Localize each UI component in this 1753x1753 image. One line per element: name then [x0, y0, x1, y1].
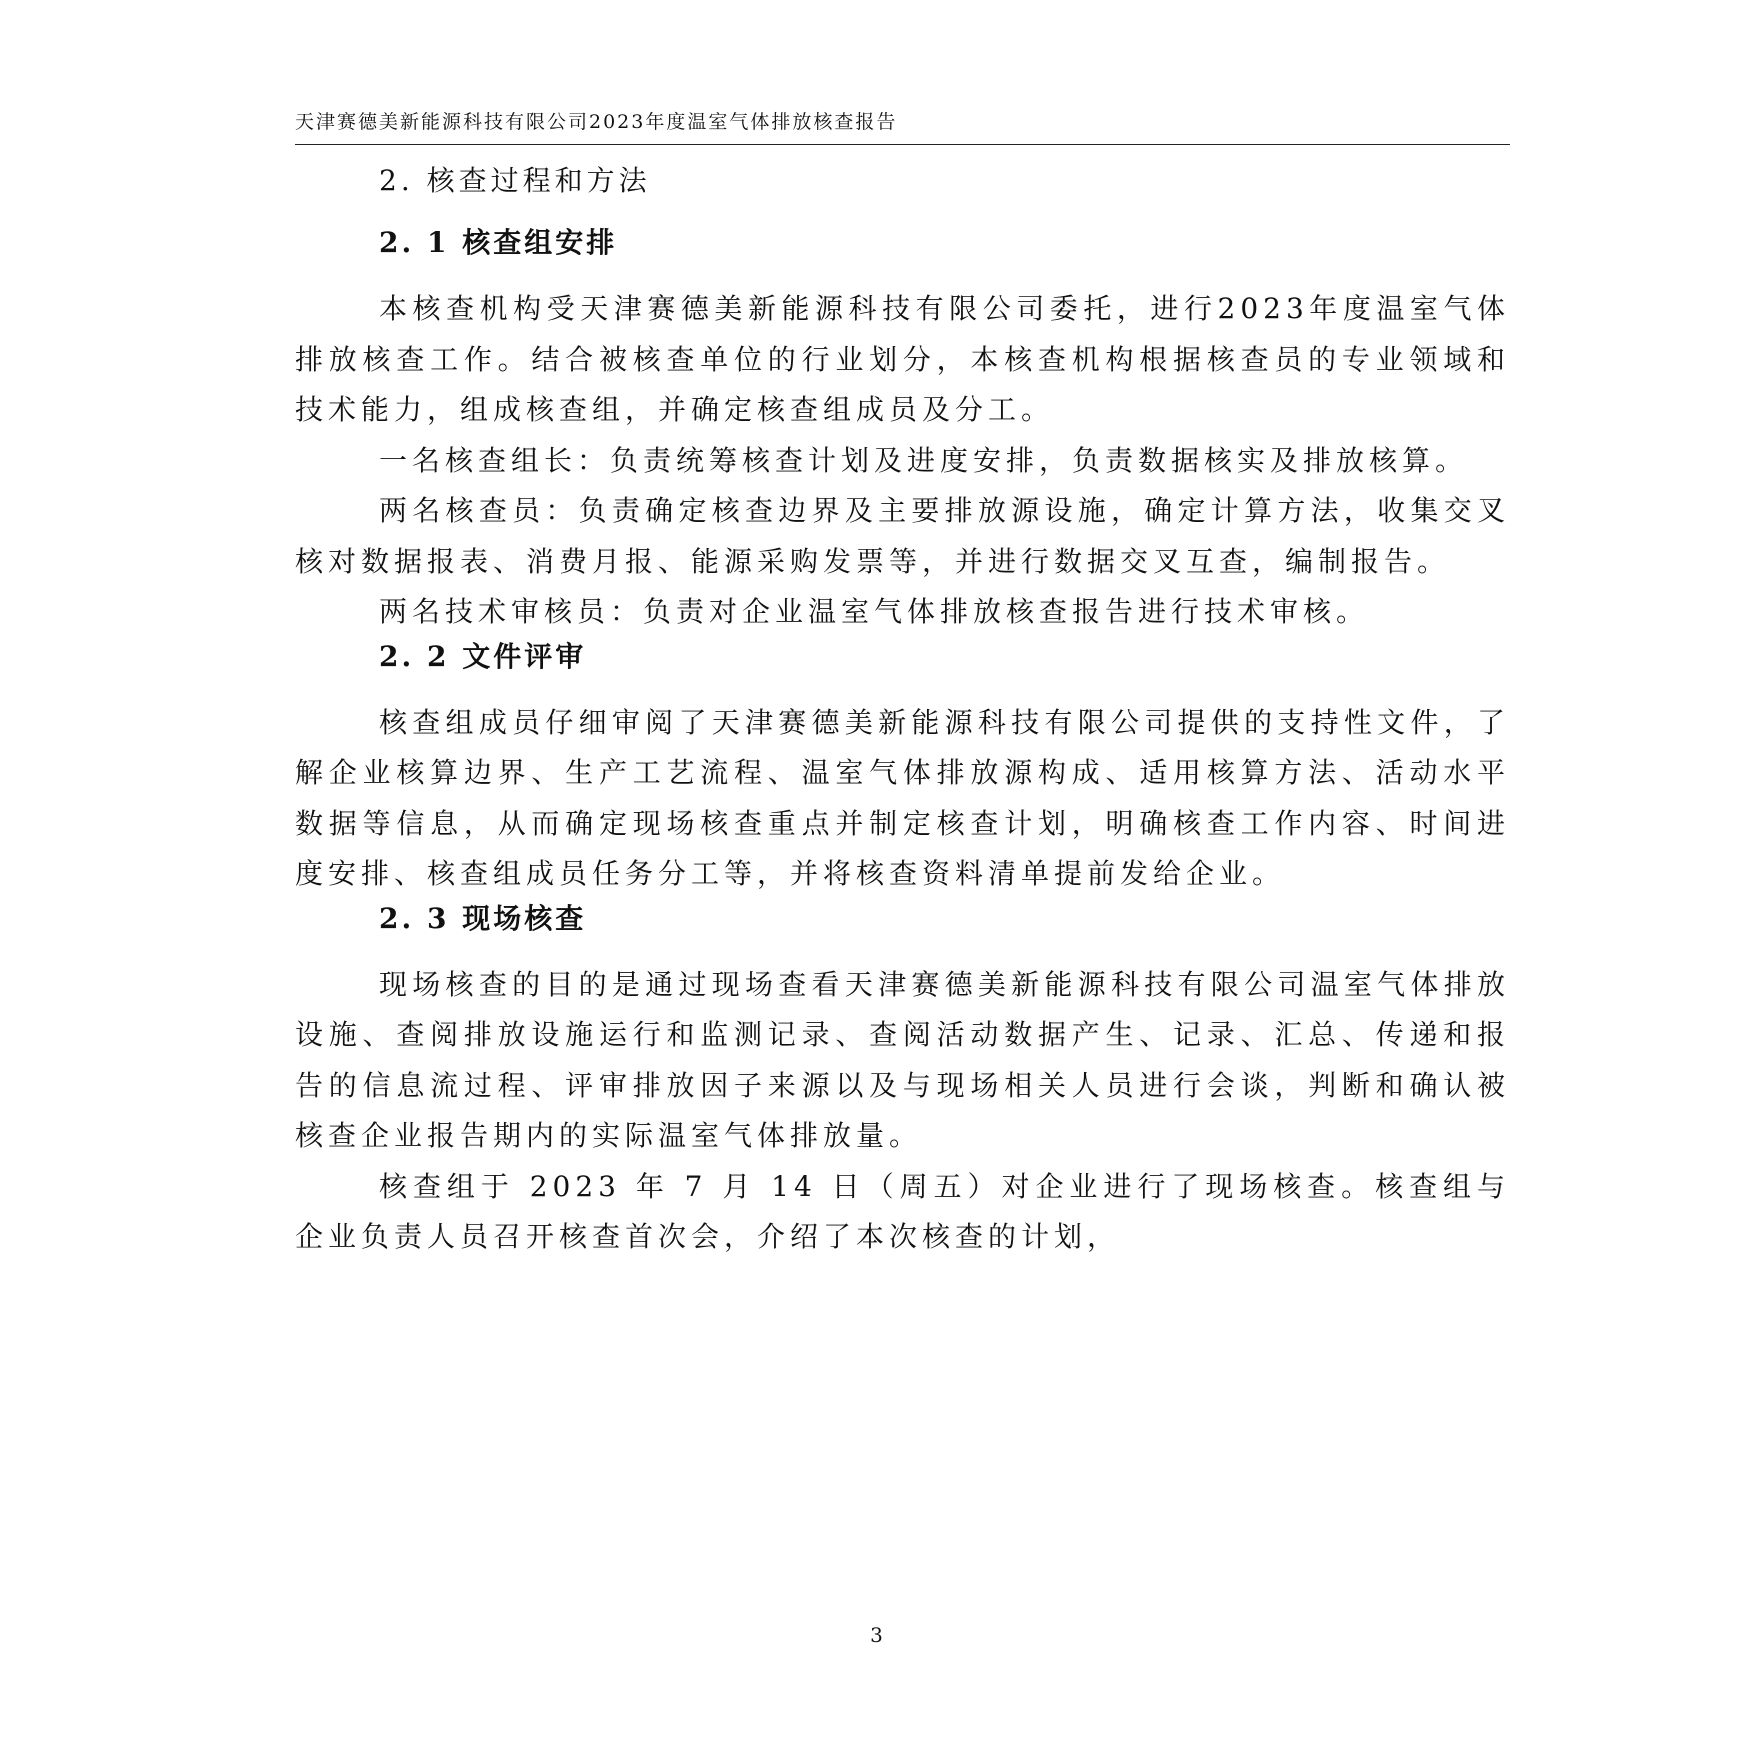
paragraph: 两名技术审核员：负责对企业温室气体排放核查报告进行技术审核。 — [379, 595, 1370, 628]
header-title: 天津赛德美新能源科技有限公司2023年度温室气体排放核查报告 — [295, 111, 898, 133]
subheading-team-arrangement: 2. 1 核查组安排 — [379, 226, 618, 259]
section-team-arrangement — [295, 224, 1510, 638]
paragraph: 本核查机构受天津赛德美新能源科技有限公司委托，进行2023年度温室气体排放核查工作。结合被核查单位的行业划分，本核查机构根据核查员的专业领域和技术能力，组成核查组，并确定核查组成员及分工。 — [295, 292, 1510, 426]
document-body — [295, 162, 1510, 1263]
paragraph: 一名核查组长：负责统筹核查计划及进度安排，负责数据核实及排放核算。 — [379, 443, 1469, 477]
paragraph: 两名核查员：负责确定核查边界及主要排放源设施，确定计算方法，收集交叉核对数据报表、消费月报、能源采购发票等，并进行数据交叉互查，编制报告。 — [295, 494, 1510, 578]
section-title: 2. 核查过程和方法 — [379, 164, 651, 197]
subheading-onsite-verification: 2. 3 现场核查 — [379, 901, 587, 935]
paragraph: 核查组成员仔细审阅了天津赛德美新能源科技有限公司提供的支持性文件，了解企业核算边界、生产工艺流程、温室气体排放源构成、适用核算方法、活动水平数据等信息，从而确定现场核查重点并制定核查计划，明确核查工作内容、时间进度安排、核查组成员任务分工等，并将核查资料清单提前发给企业。 — [295, 705, 1510, 890]
section-onsite-verification — [295, 900, 1510, 1263]
section-document-review — [295, 638, 1510, 900]
paragraph: 现场核查的目的是通过现场查看天津赛德美新能源科技有限公司温室气体排放设施、查阅排放设施运行和监测记录、查阅活动数据产生、记录、汇总、传递和报告的信息流过程、评审排放因子来源以及与现场相关人员进行会谈，判断和确认被核查企业报告期内的实际温室气体排放量。 — [295, 967, 1510, 1152]
page-header — [295, 108, 1510, 145]
subheading-document-review: 2. 2 文件评审 — [379, 639, 587, 673]
paragraph: 核查组于 2023 年 7 月 14 日（周五）对企业进行了现场核查。核查组与企业负责人员召开核查首次会，介绍了本次核查的计划， — [295, 1169, 1510, 1253]
page-number: 3 — [870, 1623, 883, 1647]
